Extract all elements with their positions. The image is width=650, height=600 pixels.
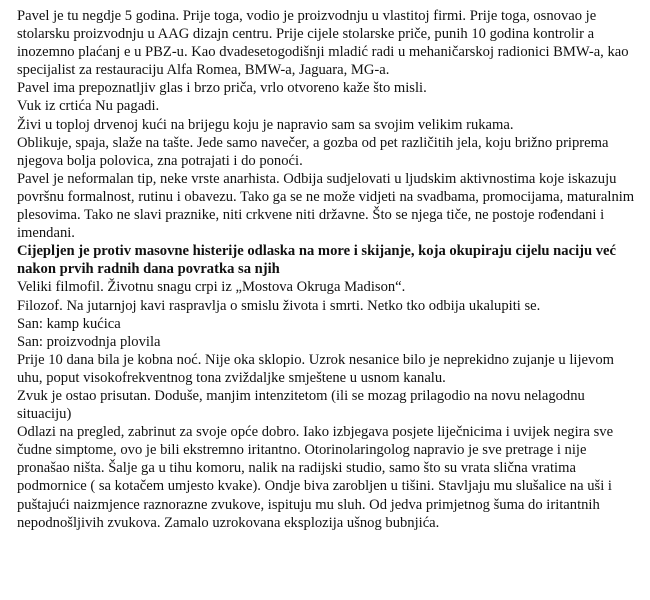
paragraph-wolf: Vuk iz crtića Nu pagadi. — [17, 98, 160, 115]
paragraph-career: Pavel je tu negdje 5 godina. Prije toga, vodio je proizvodnju u vlastitoj firmi. Prije toga, osnovao je stolarsku proizvodnju u AAG dizajn centru. Prije cijele stolarske priče, punih 10 godina kontrolir a inozemno plaćanj e u PBZ-u. Kao dvadesetogodišnji mladić radi u mehaničarskoj radionici BMW-a, kao specijalist za restauraciju Alfa Romea, BMW-a, Jaguara, MG-a. — [17, 8, 629, 79]
paragraph-night: Prije 10 dana bila je kobna noć. Nije oka sklopio. Uzrok nesanice bilo je neprekidno zujanje u lijevom uhu, poput visokofrekventnog tona zviždaljke smještene u usnom kanalu. — [17, 351, 614, 386]
paragraph-dream-camper: San: kamp kućica — [17, 315, 121, 332]
paragraph-philosopher: Filozof. Na jutarnjoj kavi raspravlja o smislu života i smrti. Netko tko odbija ukalupiti se. — [17, 297, 541, 314]
paragraph-vaccinated: Cijepljen je protiv masovne histerije odlaska na more i skijanje, koja okupiraju cijelu naciju već nakon prvih radnih dana povratka sa njih — [17, 243, 616, 278]
paragraph-dream-boats: San: proizvodnja plovila — [17, 333, 161, 350]
paragraph-checkup: Odlazi na pregled, zabrinut za svoje opće dobro. Iako izbjegava posjete liječnicima i uvijek negira sve čudne simptome, ovo je bili ekstremno iritantno. Otorinolaringolog napravio je sve pretrage i nije pronašao ništa. Šalje ga u tihu komoru, nalik na radijski studio, samo što su vrata slična vratima podmornice ( sa kotačem umjesto kvake). Ondje biva zarobljen u tišini. Stavljaju mu slušalice na uši i puštajući naizmjence raznorazne zvukove, ispituju mu sluh. Od jedva primjetnog šuma do iritantnih nepodnošljivih zvukova. Zamalo uzrokovana eksplozija ušnog bubnjića. — [17, 424, 614, 531]
paragraph-dinner: Oblikuje, spaja, slaže na tašte. Jede samo navečer, a gozba od pet različitih jela, koju brižno priprema njegova bolja polovica, zna potrajati i do ponoći. — [17, 134, 609, 169]
paragraph-film: Veliki filmofil. Životnu snagu crpi iz „Mostova Okruga Madison“. — [17, 279, 406, 296]
paragraph-house: Živi u toploj drvenoj kući na brijegu koju je napravio sam sa svojim velikim rukama. — [17, 116, 514, 133]
paragraph-sound: Zvuk je ostao prisutan. Doduše, manjim intenzitetom (ili se mozag prilagodio na novu nelagodnu situaciju) — [17, 387, 585, 423]
paragraph-anarchist: Pavel je neformalan tip, neke vrste anarhista. Odbija sudjelovati u ljudskim aktivnostima koje iskazuju površnu formalnost, rutinu i obavezu. Tako ga se ne može vidjeti na svadbama, promocijama, maturalnim plesovima. Tako ne slavi praznike, niti crkvene niti državne. Što se njega tiče, ne postoje rođendani i imendani. — [17, 170, 635, 242]
paragraph-voice: Pavel ima prepoznatljiv glas i brzo priča, vrlo otvoreno kaže što misli. — [17, 80, 427, 97]
document-body — [17, 7, 635, 532]
